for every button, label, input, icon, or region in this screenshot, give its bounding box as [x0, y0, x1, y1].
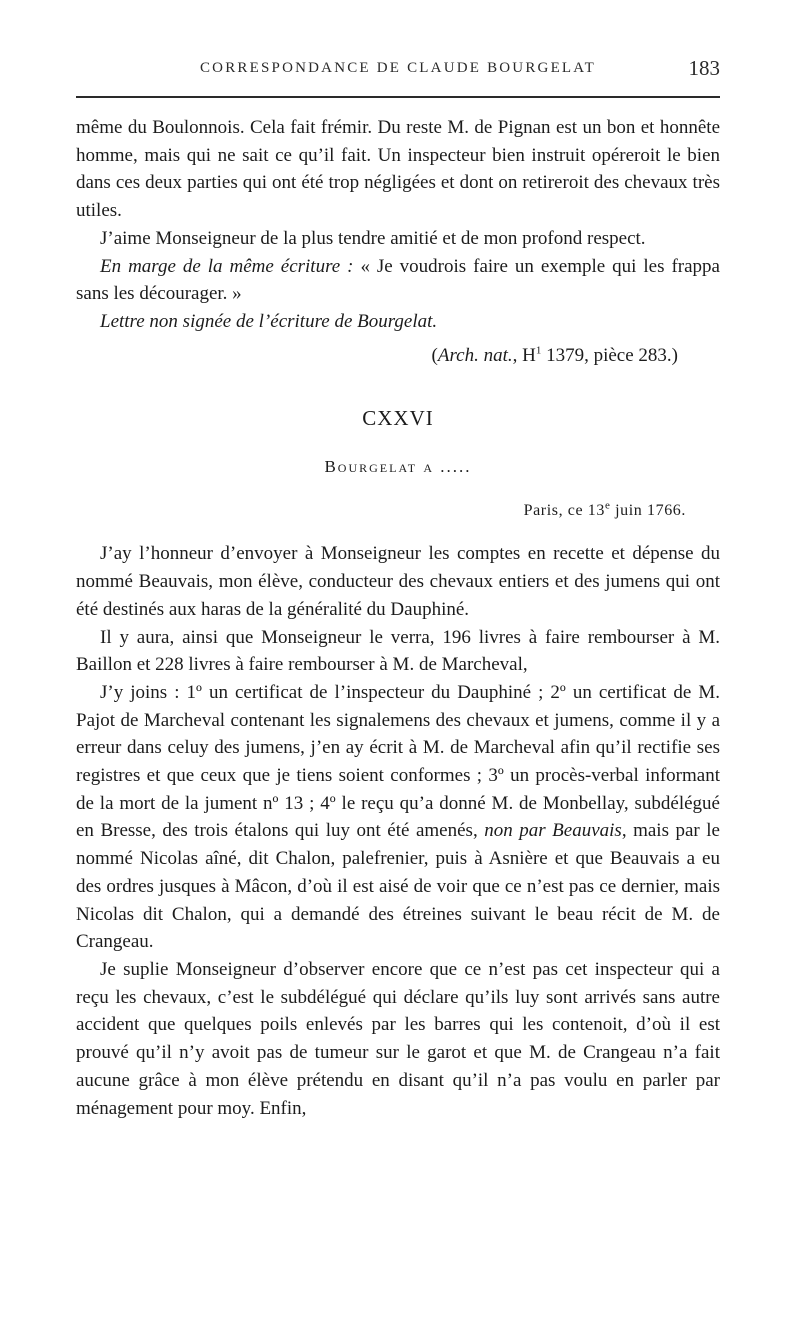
running-title: CORRESPONDANCE DE CLAUDE BOURGELAT — [199, 60, 597, 76]
paragraph-closing: J’aime Monseigneur de la plus tendre amitié et de mon profond respect. — [100, 227, 646, 249]
marginal-note-label: En marge de la même écriture : — [100, 255, 354, 277]
page-body — [76, 114, 720, 1122]
letter-paragraph-2: Il y aura, ainsi que Monseigneur le verra, 196 livres à faire rembourser à M. Baillon et 228 livres à faire rembourser à M. de Marcheval, — [76, 626, 720, 676]
paragraph-continuation: même du Boulonnois. Cela fait frémir. Du reste M. de Pignan est un bon et honnête homme, mais qui ne sait ce qu’il fait. Un inspecteur bien instruit opéreroit le bien dans ces deux parties qui ont été trop négligées et dont on retireroit des chevaux très utiles. — [76, 117, 720, 222]
letter-dateline — [76, 497, 720, 525]
date-sup: e — [605, 499, 611, 512]
editorial-note: Lettre non signée de l’écriture de Bourgelat. — [100, 310, 438, 332]
source-citation — [76, 342, 720, 370]
letter-paragraph-3 — [76, 679, 720, 956]
letter-paragraph-3-a: J’y joins : 1º un certificat de l’inspecteur du Dauphiné ; 2º un certificat de M. Pajot de Marcheval contenant les signalemens des chevaux et jumens, comme il y a erreur dans celuy des jumens, j’en ay écrit à M. de Marcheval afin qu’il rectifie ses registres et que ceux que je tiens soient conformes ; 3º un procès-verbal informant de la mort de la jument nº 13 ; 4º le reçu qu’a donné M. de Monbellay, subdélégué en Bresse, des trois étalons qui luy ont été amenés, — [76, 681, 720, 842]
source-open: ( — [431, 344, 438, 366]
letter-title: Bourgelat a ..... — [324, 457, 472, 477]
paragraph-marginal-note — [76, 253, 720, 308]
source-archive: Arch. nat. — [437, 344, 513, 366]
date-pre: Paris, ce 13 — [523, 501, 606, 519]
letter-number: CXXVI — [362, 406, 434, 431]
marginal-note-text: « Je voudrois faire un exemple qui les frappa sans les décourager. » — [76, 255, 720, 305]
letter-paragraph-3-b: , mais par le nommé Nicolas aîné, dit Chalon, palefrenier, puis à Asnière et que Beauvais a eu des ordres jusques à Mâcon, d’où il est aisé de voir que ce n’est pas ce dernier, mais Nicolas dit Chalon, qui a demandé des étreines suivant le beau récit de M. de Crangeau. — [76, 820, 720, 953]
date-post: juin 1766. — [610, 501, 686, 519]
letter-paragraph-1: J’ay l’honneur d’envoyer à Monseigneur les comptes en recette et dépense du nommé Beauvais, mon élève, conducteur des chevaux entiers et des jumens qui ont été destinés aux haras de la généralité du Dauphiné. — [76, 543, 720, 620]
source-mid: , H — [512, 344, 536, 366]
page-number: 183 — [688, 56, 720, 80]
letter-paragraph-3-emphasis: non par Beauvais — [484, 820, 622, 842]
source-sup: 1 — [535, 344, 542, 357]
letter-paragraph-4: Je suplie Monseigneur d’observer encore que ce n’est pas cet inspecteur qui a reçu les chevaux, c’est le subdélégué qui déclare qu’ils luy sont arrivés sans autre accident que quelques poils enlevés par les barres qui les contenoit, d’où il est prouvé qu’il n’y avoit pas de tumeur sur le garot et que M. de Crangeau n’a fait aucune grâce à mon élève prétendu en disant qu’il n’a pas voulu en parler par ménagement pour moy. Enfin, — [76, 958, 720, 1119]
running-head — [76, 58, 720, 84]
source-end: 1379, pièce 283.) — [541, 344, 678, 366]
header-rule — [76, 96, 720, 98]
